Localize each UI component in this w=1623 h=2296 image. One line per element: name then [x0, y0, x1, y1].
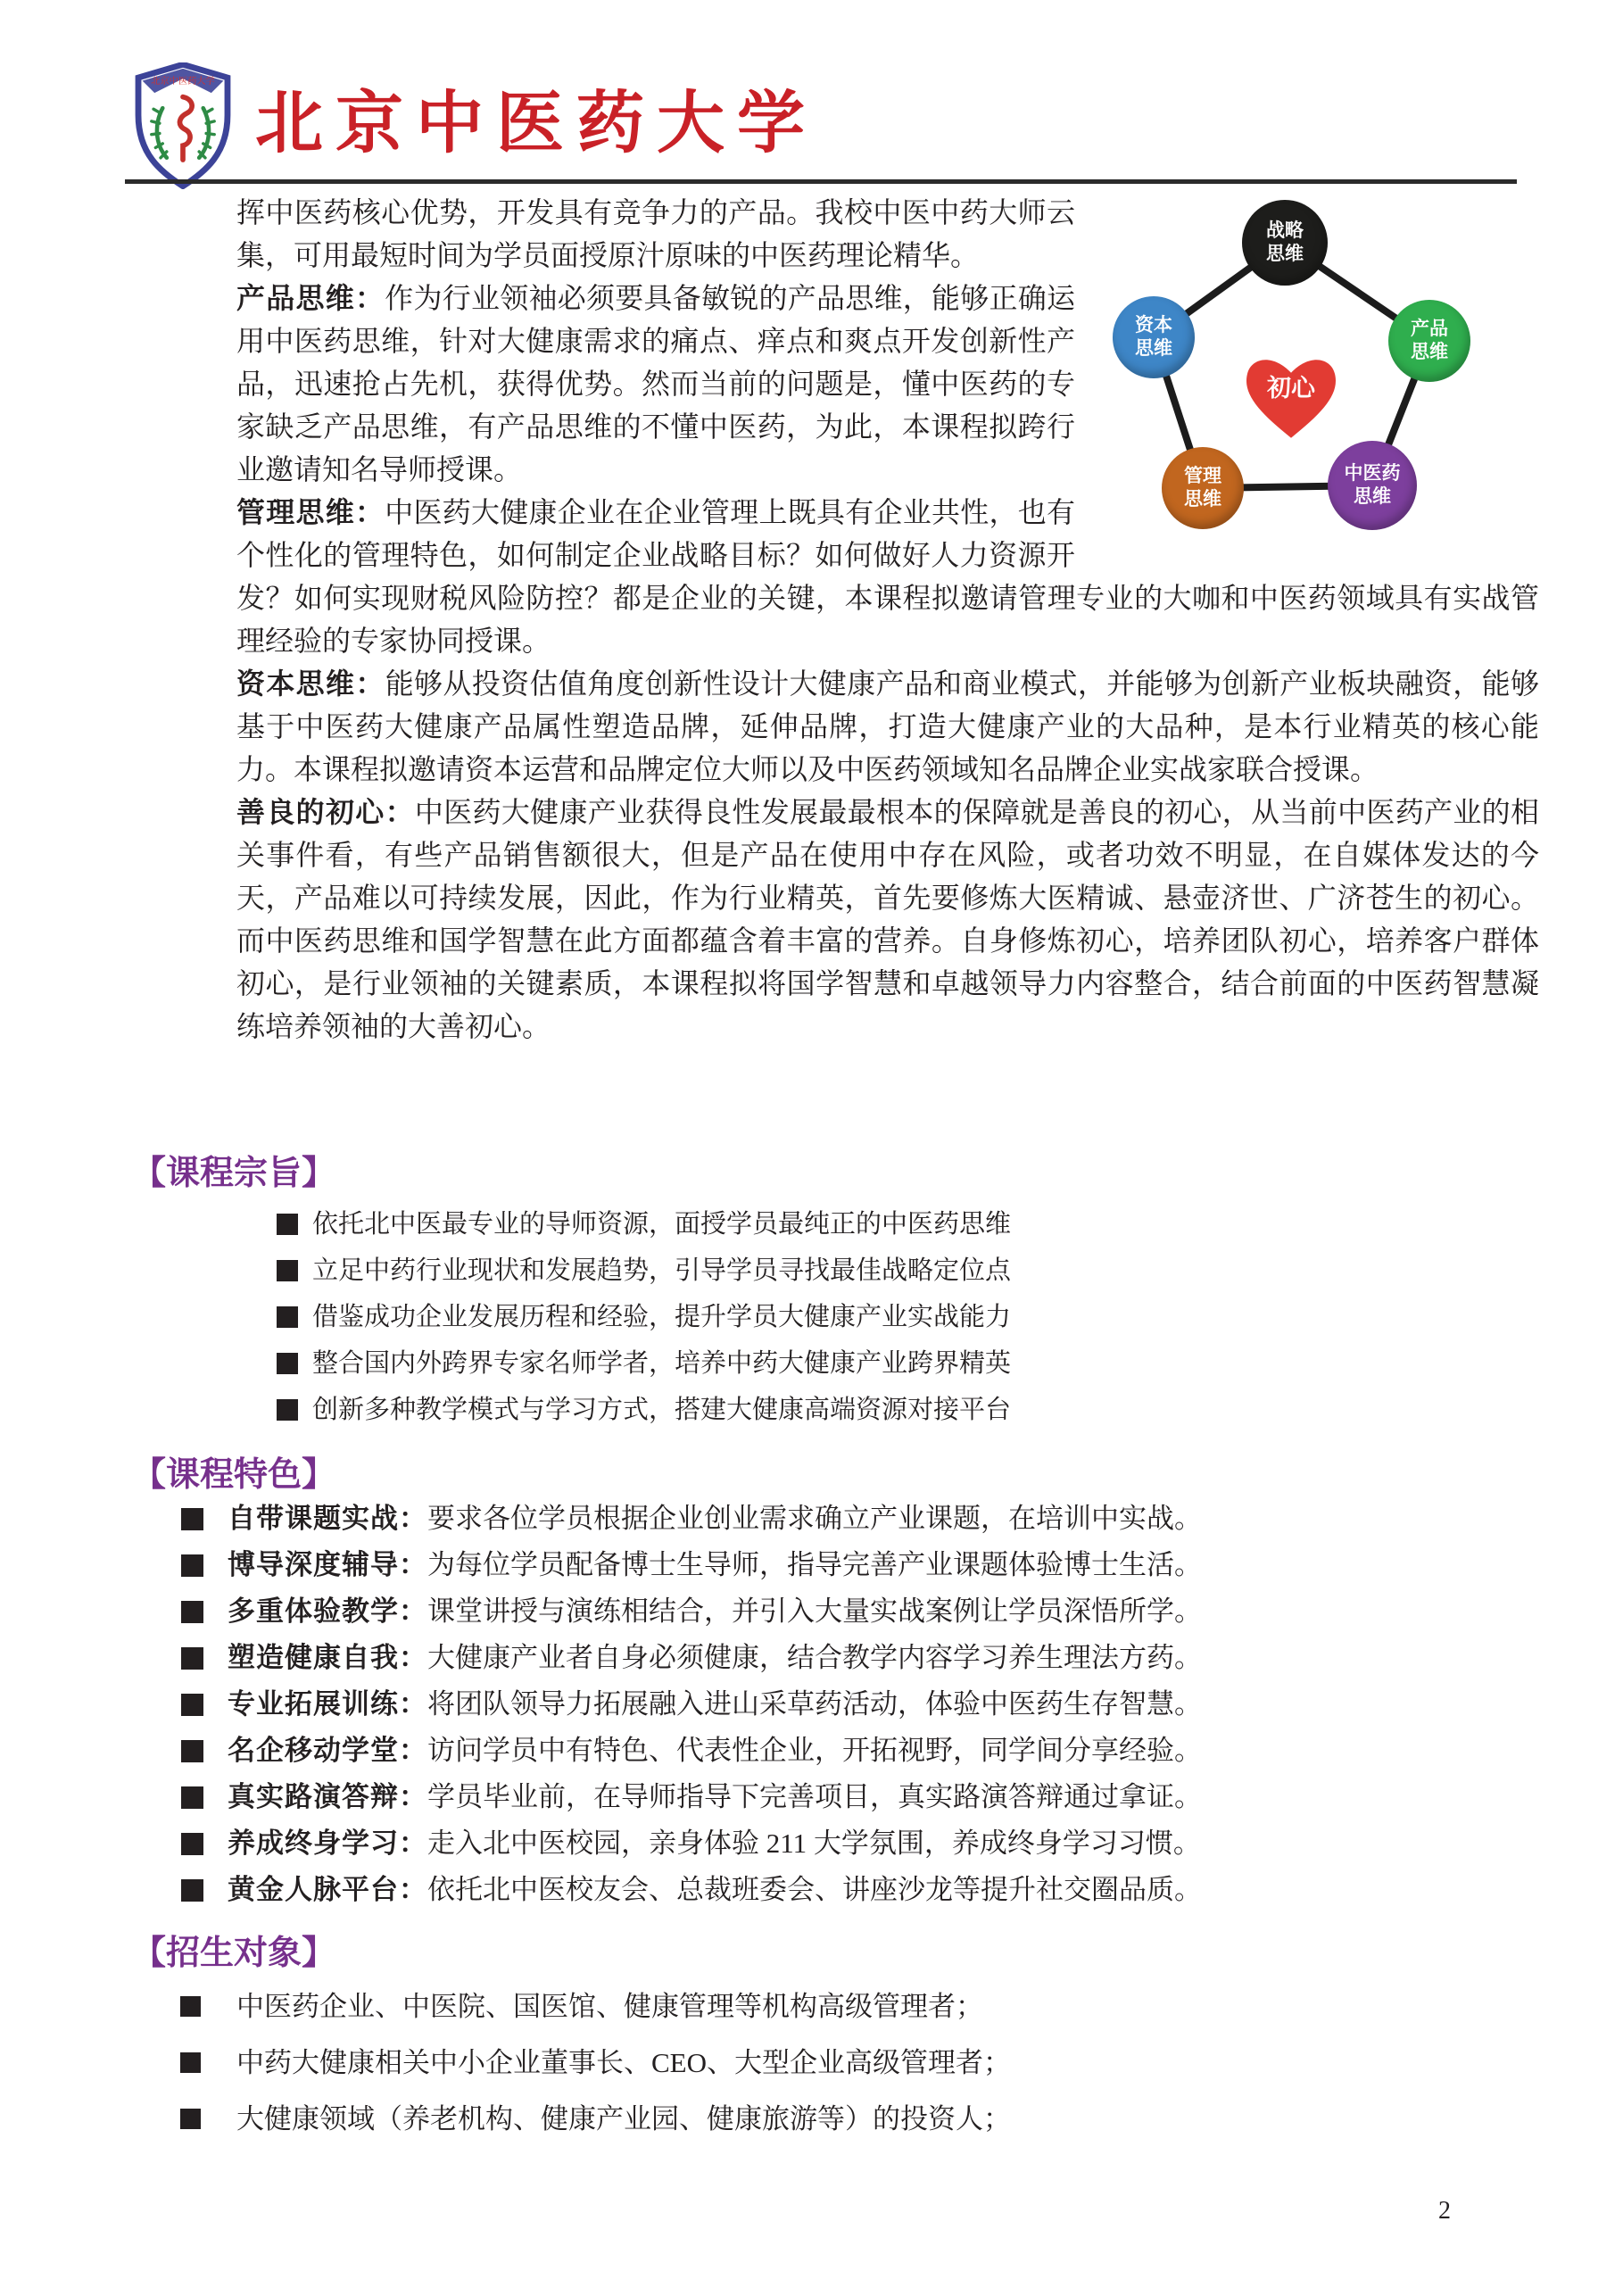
thinking-bullet-list: [236, 277, 1539, 1048]
square-bullet-icon: [277, 1214, 298, 1235]
feature-item: [228, 1867, 1539, 1913]
node-label: 产品思维: [1411, 319, 1448, 362]
node-label: 战略思维: [1266, 220, 1304, 264]
square-bullet-icon: [181, 1833, 203, 1855]
feature-label: 专业拓展训练：: [228, 1688, 427, 1720]
square-bullet-icon: [277, 1306, 298, 1328]
item-text: 创新多种教学模式与学习方式，搭建大健康高端资源对接平台: [312, 1396, 1012, 1424]
section-title: 【招生对象】: [132, 1935, 336, 1972]
features-list: [228, 1496, 1539, 1913]
feature-text: 将团队领导力拓展融入进山采草药活动，体验中医药生存智慧。: [427, 1688, 1202, 1720]
bullet-label: 管理思维：: [236, 496, 385, 528]
bullet-text: 中医药大健康企业在企业管理上既具有企业共性，也有个性化的管理特色，如何制定企业战略目标？如何做好人力资源开发？如何实现财税风险防控？都是企业的关键，本课程拟邀请管理专业的大咖和中医药领域具有实战管理经验的专家协同授课。: [236, 496, 1539, 657]
page-body: [132, 191, 1539, 2154]
bullet-label: 产品思维：: [236, 282, 385, 314]
feature-text: 要求各位学员根据企业创业需求确立产业课题，在培训中实战。: [427, 1503, 1202, 1534]
university-logo: [132, 62, 234, 189]
node-label: 中医药思维: [1344, 463, 1401, 507]
square-bullet-icon: [277, 1353, 298, 1374]
purpose-item: [236, 1387, 1539, 1433]
square-bullet-icon: [277, 1399, 298, 1421]
node-strategy-thinking: [1242, 200, 1328, 286]
purpose-item: [236, 1340, 1539, 1387]
item-text: 借鉴成功企业发展历程和经验，提升学员大健康产业实战能力: [312, 1303, 1012, 1331]
thinking-bullet-item: [236, 491, 1539, 662]
feature-item: [228, 1820, 1539, 1867]
target-item: [236, 2098, 1539, 2141]
square-bullet-icon: [277, 1260, 298, 1281]
node-label: 管理思维: [1184, 466, 1221, 510]
feature-item: [228, 1588, 1539, 1635]
feature-label: 自带课题实战：: [228, 1503, 427, 1534]
item-text: 中药大健康相关中小企业董事长、CEO、大型企业高级管理者；: [236, 2047, 1011, 2078]
thinking-bullet-item: [236, 791, 1539, 1048]
feature-text: 依托北中医校友会、总裁班委会、讲座沙龙等提升社交圈品质。: [427, 1874, 1202, 1905]
bullet-label: 资本思维：: [236, 667, 385, 700]
thinking-bullet-item: [236, 662, 1539, 791]
section-title: 【课程特色】: [132, 1456, 336, 1494]
feature-label: 多重体验教学：: [228, 1596, 427, 1627]
feature-item: [228, 1496, 1539, 1542]
svg-text:北京中医药大学: 北京中医药大学: [151, 76, 215, 87]
header-divider: [125, 179, 1517, 184]
feature-label: 博导深度辅导：: [228, 1549, 427, 1580]
purpose-item: [236, 1247, 1539, 1294]
feature-text: 大健康产业者自身必须健康，结合教学内容学习养生理法方药。: [427, 1642, 1202, 1673]
item-text: 整合国内外跨界专家名师学者，培养中药大健康产业跨界精英: [312, 1349, 1012, 1378]
feature-item: [228, 1774, 1539, 1820]
heart-label: 初心: [1267, 375, 1315, 402]
thinking-bullet-item: [236, 277, 1539, 491]
square-bullet-icon: [181, 1879, 203, 1902]
feature-item: [228, 1635, 1539, 1681]
section-course-features: [132, 1455, 1539, 1933]
item-text: 依托北中医最专业的导师资源，面授学员最纯正的中医药思维: [312, 1210, 1012, 1239]
feature-item: [228, 1542, 1539, 1588]
targets-list: [236, 1985, 1539, 2141]
feature-text: 为每位学员配备博士生导师，指导完善产业课题体验博士生活。: [427, 1549, 1202, 1580]
purpose-list: [236, 1201, 1539, 1433]
square-bullet-icon: [181, 1740, 203, 1762]
square-bullet-icon: [181, 1601, 203, 1623]
square-bullet-icon: [180, 2109, 201, 2129]
bullet-text: 作为行业领袖必须要具备敏锐的产品思维，能够正确运用中医药思维，针对大健康需求的痛点、痒点和爽点开发创新性产品，迅速抢占先机，获得优势。然而当前的问题是，懂中医药的专家缺乏产品思维，有产品思维的不懂中医药，为此，本课程拟跨行业邀请知名导师授课。: [236, 282, 1075, 485]
item-text: 中医药企业、中医院、国医馆、健康管理等机构高级管理者；: [236, 1991, 983, 2022]
square-bullet-icon: [181, 1786, 203, 1809]
target-item: [236, 1985, 1539, 2028]
thinking-section: [236, 191, 1539, 1153]
purpose-item: [236, 1201, 1539, 1247]
intro-continuation-paragraph: 挥中医药核心优势，开发具有竞争力的产品。我校中医中药大师云集，可用最短时间为学员面授原汁原味的中医药理论精华。: [236, 196, 1075, 271]
feature-text: 访问学员中有特色、代表性企业，开拓视野，同学间分享经验。: [427, 1735, 1202, 1766]
node-label: 资本思维: [1135, 315, 1172, 359]
square-bullet-icon: [181, 1694, 203, 1716]
page-number: 2: [1438, 2197, 1451, 2225]
square-bullet-icon: [181, 1554, 203, 1577]
feature-text: 走入北中医校园，亲身体验 211 大学氛围，养成终身学习习惯。: [427, 1828, 1201, 1859]
section-title: 【课程宗旨】: [132, 1155, 336, 1192]
purpose-item: [236, 1294, 1539, 1340]
university-title: 北京中医药大学: [255, 83, 817, 162]
square-bullet-icon: [181, 1647, 203, 1670]
square-bullet-icon: [180, 1996, 201, 2017]
feature-text: 学员毕业前，在导师指导下完善项目，真实路演答辩通过拿证。: [427, 1781, 1202, 1812]
section-course-purpose: [132, 1153, 1539, 1455]
item-text: 立足中药行业现状和发展趋势，引导学员寻找最佳战略定位点: [312, 1256, 1012, 1285]
feature-label: 真实路演答辩：: [228, 1781, 427, 1812]
feature-text: 课堂讲授与演练相结合，并引入大量实战案例让学员深悟所学。: [427, 1596, 1202, 1627]
bullet-label: 善良的初心：: [236, 796, 415, 828]
feature-label: 名企移动学堂：: [228, 1735, 427, 1766]
target-item: [236, 2042, 1539, 2085]
section-enrollment-targets: [132, 1933, 1539, 2141]
feature-label: 黄金人脉平台：: [228, 1874, 427, 1905]
feature-label: 塑造健康自我：: [228, 1642, 427, 1673]
feature-label: 养成终身学习：: [228, 1828, 427, 1859]
square-bullet-icon: [181, 1508, 203, 1530]
feature-item: [228, 1681, 1539, 1728]
bullet-text: 中医药大健康产业获得良性发展最最根本的保障就是善良的初心，从当前中医药产业的相关事件看，有些产品销售额很大，但是产品在使用中存在风险，或者功效不明显，在自媒体发达的今天，产品难以可持续发展，因此，作为行业精英，首先要修炼大医精诚、悬壶济世、广济苍生的初心。而中医药思维和国学智慧在此方面都蕴含着丰富的营养。自身修炼初心，培养团队初心，培养客户群体初心，是行业领袖的关键素质，本课程拟将国学智慧和卓越领导力内容整合，结合前面的中医药智慧凝练培养领袖的大善初心。: [236, 796, 1539, 1042]
bullet-text: 能够从投资估值角度创新性设计大健康产品和商业模式，并能够为创新产业板块融资，能够基于中医药大健康产品属性塑造品牌，延伸品牌，打造大健康产业的大品种，是本行业精英的核心能力。本课程拟邀请资本运营和品牌定位大师以及中医药领域知名品牌企业实战家联合授课。: [236, 667, 1539, 785]
square-bullet-icon: [180, 2052, 201, 2073]
item-text: 大健康领域（养老机构、健康产业园、健康旅游等）的投资人；: [236, 2103, 1011, 2134]
feature-item: [228, 1728, 1539, 1774]
